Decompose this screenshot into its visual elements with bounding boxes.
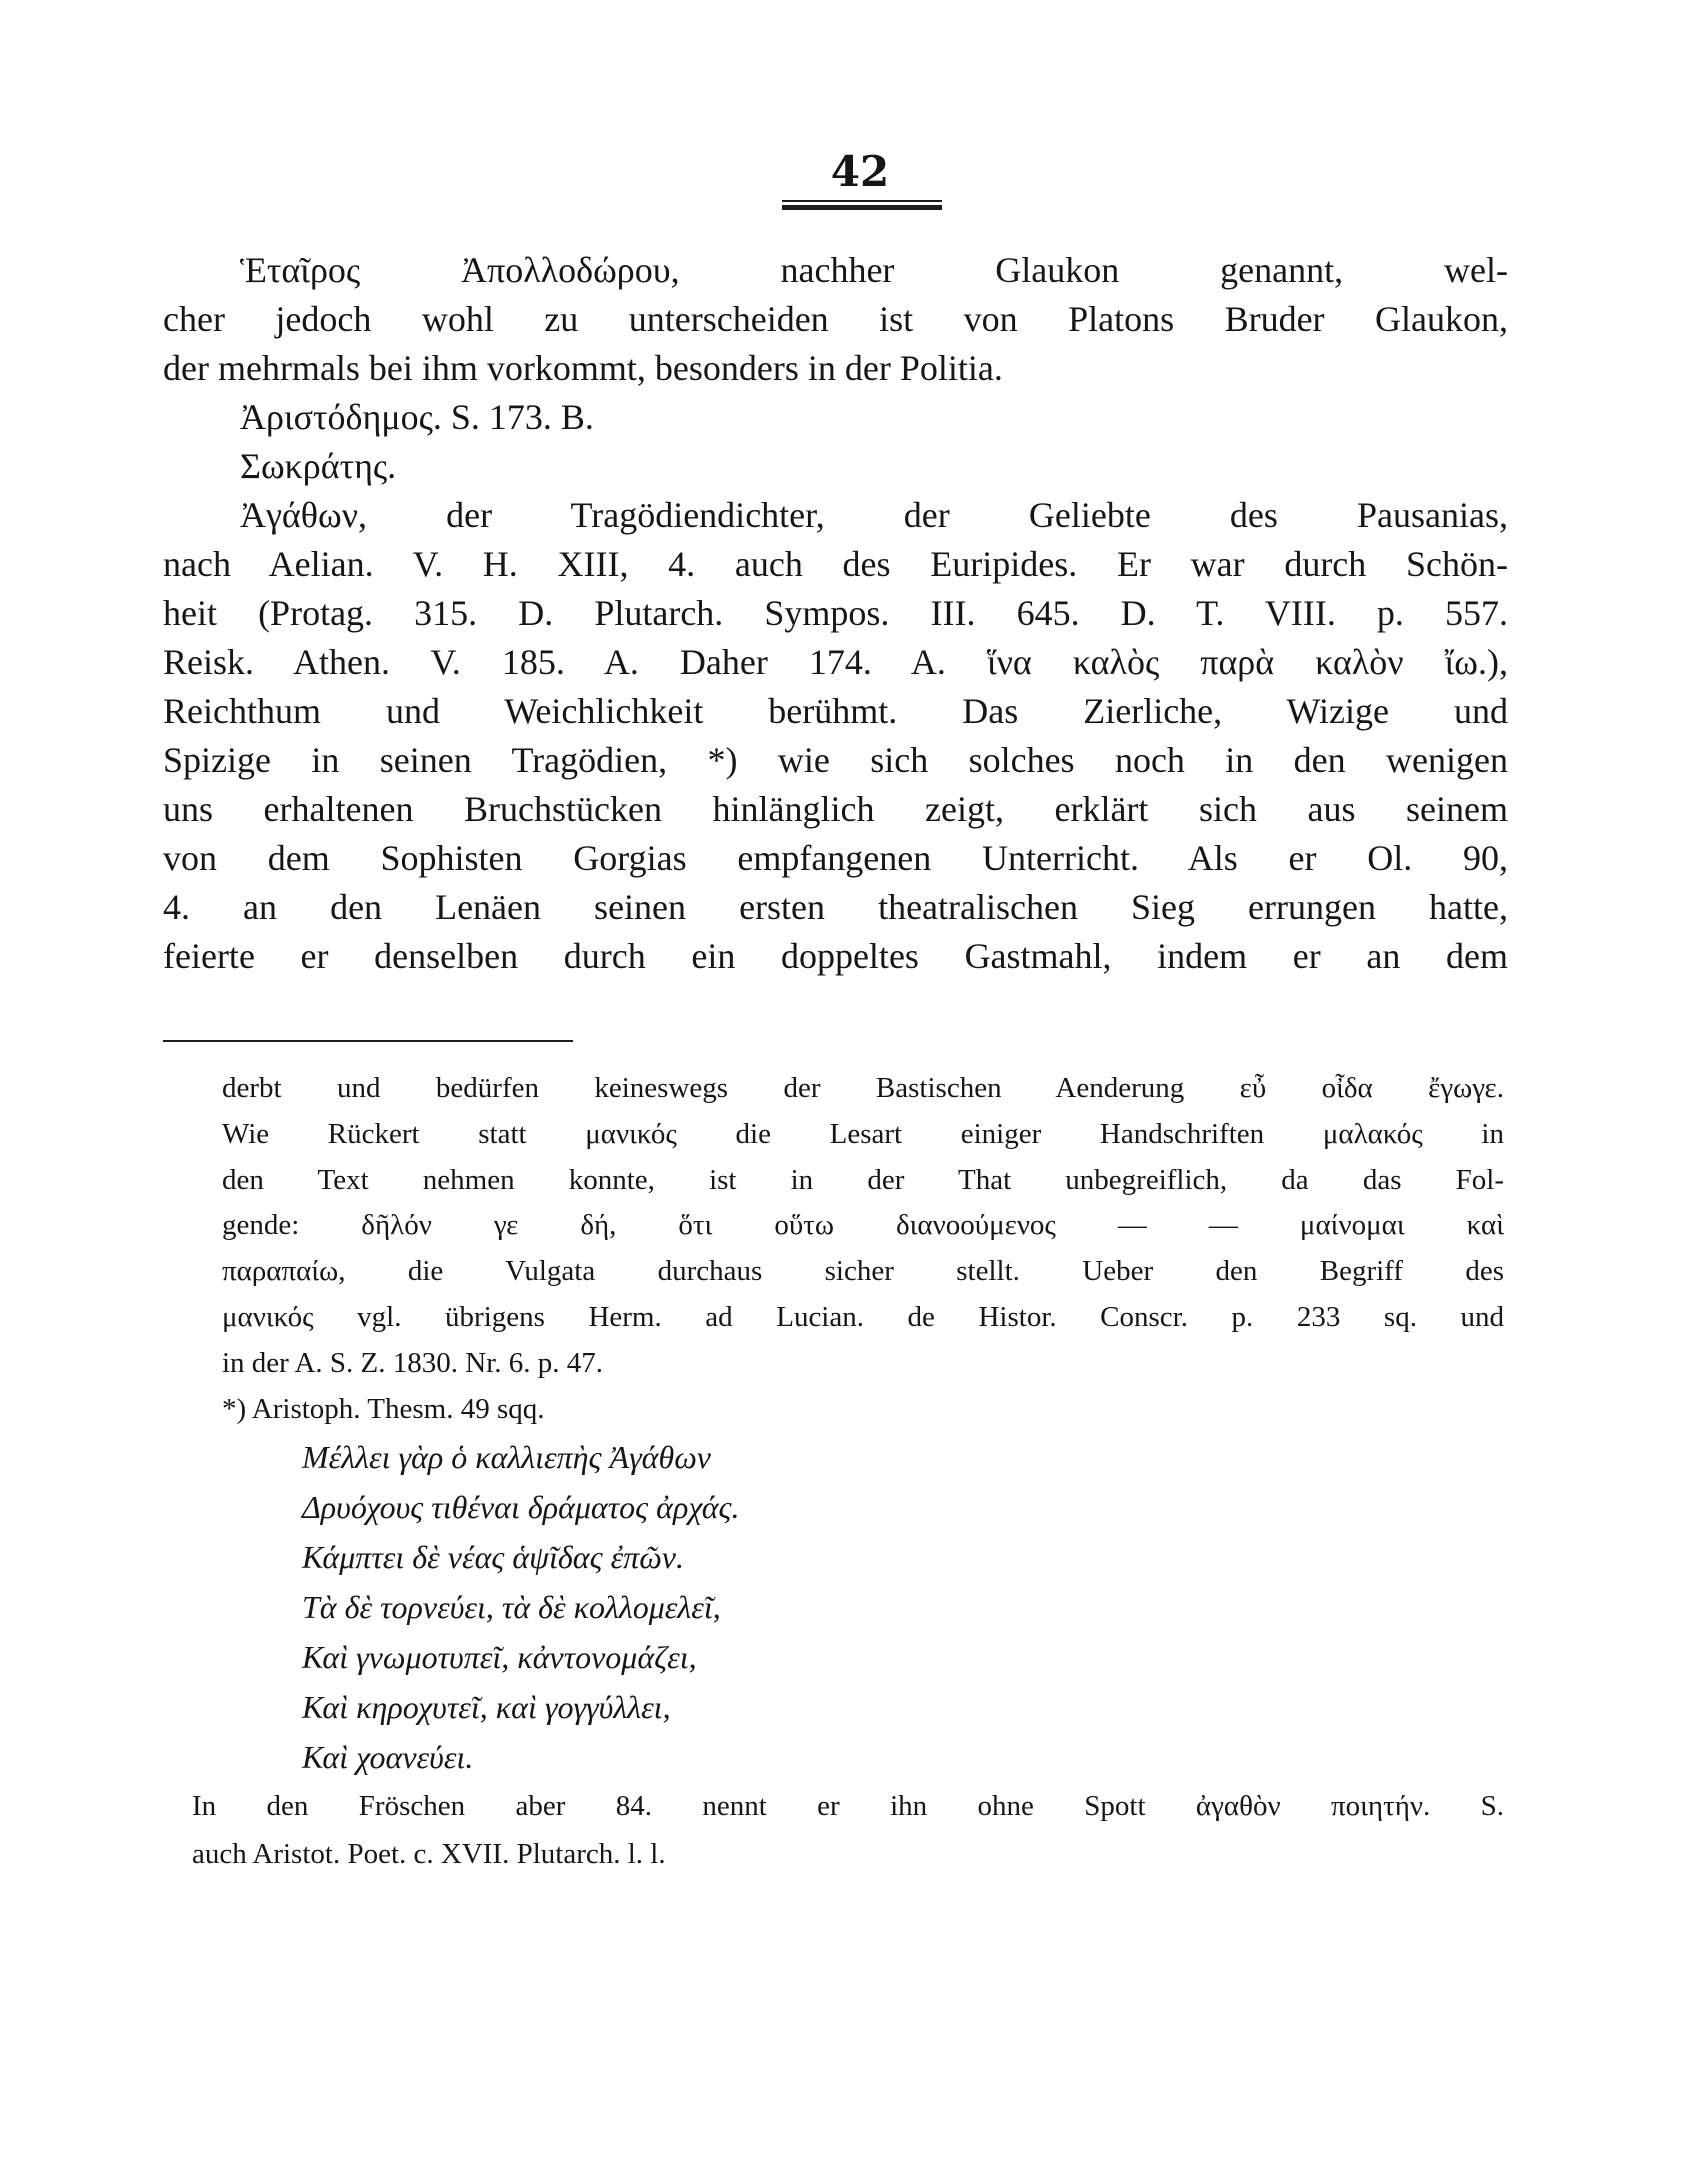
text-line: der mehrmals bei ihm vorkommt, besonders in der Politia. — [163, 348, 1003, 388]
footnote-line: in der A. S. Z. 1830. Nr. 6. p. 47. — [222, 1346, 604, 1379]
closing-line: In den Fröschen aber 84. nennt er ihn ohne Spott ἀγαθὸν ποιητήν. S. — [192, 1790, 1504, 1823]
text-line: 4. an den Lenäen seinen ersten theatralischen Sieg errungen hatte, — [163, 887, 1508, 927]
star-footnote: *) Aristoph. Thesm. 49 sqq. — [222, 1392, 545, 1425]
page-number: 42 — [830, 147, 890, 196]
closing-note — [192, 1782, 1504, 1878]
verse-line: Δρυόχους τιθέναι δράματος ἀρχάς. — [302, 1489, 740, 1526]
text-line: Ἀριστόδημος. S. 173. B. — [240, 397, 594, 437]
text-line: Reisk. Athen. V. 185. A. Daher 174. A. ἵνα καλὸς παρὰ καλὸν ἴω.), — [163, 642, 1508, 682]
footnote-rule — [163, 1040, 573, 1042]
footnote-line: παραπαίω, die Vulgata durchaus sicher stellt. Ueber den Begriff des — [222, 1255, 1504, 1288]
verse-line: Καὶ χοανεύει. — [302, 1739, 474, 1776]
text-line: heit (Protag. 315. D. Plutarch. Sympos. III. 645. D. T. VIII. p. 557. — [163, 593, 1508, 633]
text-line: uns erhaltenen Bruchstücken hinlänglich zeigt, erklärt sich aus seinem — [163, 789, 1508, 829]
text-line: Reichthum und Weichlichkeit berühmt. Das Zierliche, Wizige und — [163, 691, 1508, 731]
footnote-line: den Text nehmen konnte, ist in der That unbegreiflich, da das Fol- — [222, 1163, 1504, 1196]
footnotes — [192, 1066, 1504, 1878]
footnote-line: Wie Rückert statt μανικός die Lesart einiger Handschriften μαλακός in — [222, 1117, 1504, 1150]
text-line: cher jedoch wohl zu unterscheiden ist von Platons Bruder Glaukon, — [163, 299, 1508, 339]
text-line: Spizige in seinen Tragödien, *) wie sich solches noch in den wenigen — [163, 740, 1508, 780]
verse-line: Καὶ κηροχυτεῖ, καὶ γογγύλλει, — [302, 1689, 671, 1726]
text-line: Ἀγάθων, der Tragödiendichter, der Geliebte des Pausanias, — [240, 495, 1508, 535]
footnote-line: μανικός vgl. übrigens Herm. ad Lucian. de Histor. Conscr. p. 233 sq. und — [222, 1300, 1504, 1333]
closing-line: auch Aristot. Poet. c. XVII. Plutarch. l. l. — [192, 1838, 666, 1871]
footnote-line: derbt und bedürfen keineswegs der Bastischen Aenderung εὖ οἶδα ἔγωγε. — [222, 1072, 1504, 1104]
verse-quotation — [302, 1432, 1504, 1782]
text-line: Σωκράτης. — [240, 446, 397, 486]
main-text — [163, 246, 1508, 981]
header-rule — [782, 200, 942, 210]
verse-line: Καὶ γνωμοτυπεῖ, κἀντονομάζει, — [302, 1639, 697, 1676]
text-line: nach Aelian. V. H. XIII, 4. auch des Euripides. Er war durch Schön- — [163, 544, 1508, 584]
text-line: von dem Sophisten Gorgias empfangenen Unterricht. Als er Ol. 90, — [163, 838, 1508, 878]
text-line: Ἑταῖρος Ἀπολλοδώρου, nachher Glaukon genannt, wel- — [240, 250, 1508, 290]
footnote-line: gende: δῆλόν γε δή, ὅτι οὕτω διανοούμενος — — μαίνομαι καὶ — [222, 1209, 1504, 1242]
verse-line: Μέλλει γὰρ ὁ καλλιεπὴς Ἀγάθων — [302, 1439, 711, 1476]
text-line: feierte er denselben durch ein doppeltes Gastmahl, indem er an dem — [163, 936, 1508, 976]
verse-line: Τὰ δὲ τορνεύει, τὰ δὲ κολλομελεῖ, — [302, 1589, 721, 1626]
verse-line: Κάμπτει δὲ νέας ἁψῖδας ἐπῶν. — [302, 1539, 684, 1576]
